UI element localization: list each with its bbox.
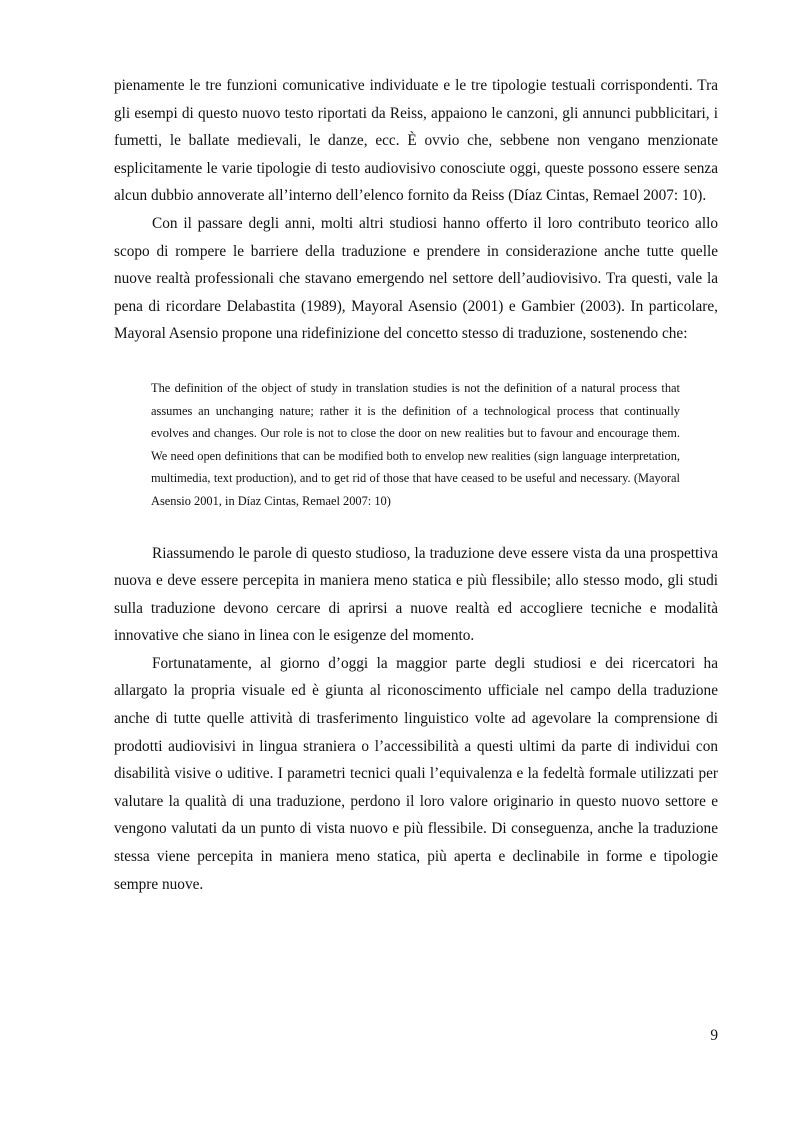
paragraph-1: pienamente le tre funzioni comunicative individuate e le tre tipologie testuali corrispondenti. Tra gli esempi di questo nuovo testo riportati da Reiss, appaiono le canzoni, gli annunci pubblicitari, i fumetti, le ballate medievali, le danze, ecc. È ovvio che, sebbene non vengano menzionate esplicitamente le varie tipologie di testo audiovisivo conosciute oggi, queste possono essere senza alcun dubbio annoverate all’interno dell’elenco fornito da Reiss (Díaz Cintas, Remael 2007: 10). — [114, 77, 718, 205]
paragraph-4: Fortunatamente, al giorno d’oggi la maggior parte degli studiosi e dei ricercatori ha allargato la propria visuale ed è giunta al riconoscimento ufficiale nel campo della traduzione anche di tutte quelle attività di trasferimento linguistico volte ad agevolare la comprensione di prodotti audiovisivi in lingua straniera o l’accessibilità a questi ultimi da parte di individui con disabilità visive o uditive. I parametri tecnici quali l’equivalenza e la fedeltà formale utilizzati per valutare la qualità di una traduzione, perdono il loro valore originario in questo nuovo settore e vengono valutati da un punto di vista nuovo e più flessibile. Di conseguenza, anche la traduzione stessa viene percepita in maniera meno statica, più aperta e declinabile in forme e tipologie sempre nuove. — [114, 654, 718, 893]
block-quote: The definition of the object of study in translation studies is not the definition of a natural process that assumes an unchanging nature; rather it is the definition of a technological process that continually evolves and changes. Our role is not to close the door on new realities but to favour and encourage them. We need open definitions that can be modified both to envelop new realities (sign language interpretation, multimedia, text production), and to get rid of those that have ceased to be useful and necessary. (Mayoral Asensio 2001, in Díaz Cintas, Remael 2007: 10) — [151, 380, 680, 508]
paragraph-2: Con il passare degli anni, molti altri studiosi hanno offerto il loro contributo teorico allo scopo di rompere le barriere della traduzione e prendere in considerazione anche tutte quelle nuove realtà professionali che stavano emergendo nel settore dell’audiovisivo. Tra questi, vale la pena di ricordare Delabastita (1989), Mayoral Asensio (2001) e Gambier (2003). In particolare, Mayoral Asensio propone una ridefinizione del concetto stesso di traduzione, sostenendo che: — [114, 214, 718, 343]
page-number: 9 — [710, 1027, 718, 1044]
page-body — [114, 72, 718, 898]
paragraph-3: Riassumendo le parole di questo studioso, la traduzione deve essere vista da una prospettiva nuova e deve essere percepita in maniera meno statica e più flessibile; allo stesso modo, gli studi sulla traduzione devono cercare di aprirsi a nuove realtà ed accogliere tecniche e modalità innovative che siano in linea con le esigenze del momento. — [114, 544, 718, 645]
